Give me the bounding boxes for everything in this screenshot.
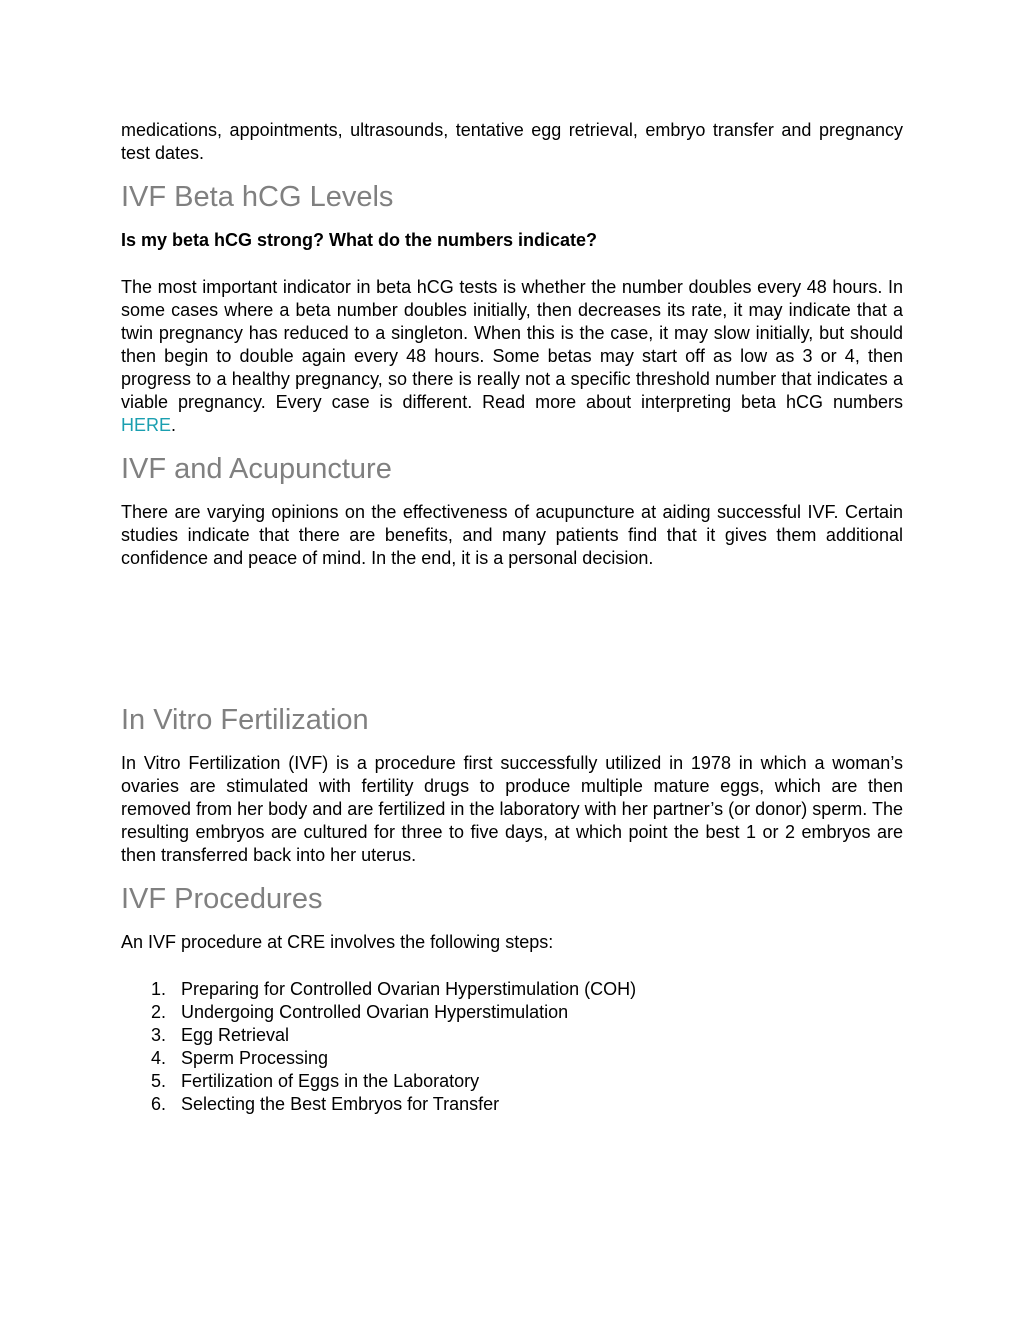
procedures-intro: An IVF procedure at CRE involves the following steps: [121,932,554,952]
procedure-steps-list [121,978,903,1116]
spacer [121,867,903,881]
list-item [121,1024,903,1047]
step-number: 2. [151,1002,167,1022]
list-item [121,978,903,1001]
beta-body-end: . [171,415,177,435]
spacer [121,738,903,752]
step-label: Preparing for Controlled Ovarian Hyperstimulation (COH) [181,979,637,999]
spacer [121,954,903,978]
step-number: 3. [151,1025,167,1045]
step-number: 4. [151,1048,167,1068]
list-item [121,1001,903,1024]
step-label: Selecting the Best Embryos for Transfer [181,1094,500,1114]
ivf-heading: In Vitro Fertilization [121,704,369,736]
acupuncture-heading: IVF and Acupuncture [121,453,392,485]
step-label: Sperm Processing [181,1048,329,1068]
list-item [121,1093,903,1116]
list-item [121,1047,903,1070]
step-number: 1. [151,979,167,999]
beta-paragraph [121,276,903,437]
beta-hcg-heading: IVF Beta hCG Levels [121,181,394,213]
beta-question: Is my beta hCG strong? What do the numbers indicate? [121,230,598,250]
step-number: 5. [151,1071,167,1091]
step-label: Undergoing Controlled Ovarian Hyperstimulation [181,1002,569,1022]
step-label: Egg Retrieval [181,1025,290,1045]
ivf-paragraph: In Vitro Fertilization (IVF) is a procedure first successfully utilized in 1978 in which a woman’s ovaries are stimulated with fertility drugs to produce multiple mature eggs, which are then removed from her body and are fertilized in the laboratory with her partner’s (or donor) sperm. The resulting embryos are cultured for three to five days, at which point the best 1 or 2 embryos are then transferred back into her uterus. [121,753,903,865]
document-page [121,119,903,1116]
acupuncture-paragraph: There are varying opinions on the effectiveness of acupuncture at aiding successful IVF. Certain studies indicate that there are benefits, and many patients find that it gives them additional confidence and peace of mind. In the end, it is a personal decision. [121,502,903,568]
list-item [121,1070,903,1093]
spacer [121,487,903,501]
here-link[interactable]: HERE [121,415,172,435]
step-number: 6. [151,1094,167,1114]
procedures-heading: IVF Procedures [121,883,323,915]
step-label: Fertilization of Eggs in the Laboratory [181,1071,480,1091]
beta-body-text: The most important indicator in beta hCG tests is whether the number doubles every 48 hours. In some cases where a beta number doubles initially, then decreases its rate, it may indicate that a twin pregnancy has reduced to a singleton. When this is the case, it may slow initially, but should then begin to double again every 48 hours. Some betas may start off as low as 3 or 4, then progress to a healthy pregnancy, so there is really not a specific threshold number that indicates a viable pregnancy. Every case is different. Read more about interpreting beta hCG numbers [121,277,903,412]
spacer [121,165,903,179]
spacer [121,215,903,229]
spacer [121,437,903,451]
spacer [121,252,903,276]
spacer [121,917,903,931]
intro-paragraph: medications, appointments, ultrasounds, tentative egg retrieval, embryo transfer and pregnancy test dates. [121,120,903,163]
spacer [121,570,903,702]
